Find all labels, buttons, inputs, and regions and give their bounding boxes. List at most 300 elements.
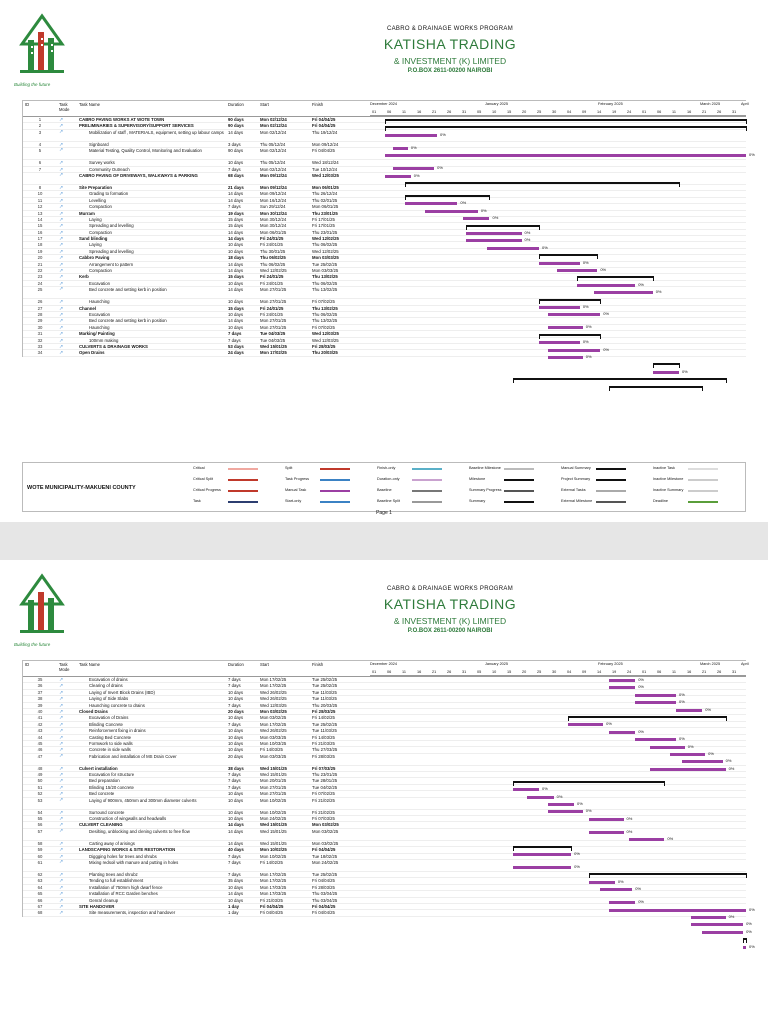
timescale-month: April [741, 102, 749, 106]
percent-complete-label: 0% [728, 765, 735, 771]
task-duration: 24 days [228, 350, 244, 356]
task-duration: 10 days [228, 696, 244, 702]
task-name: Marking/ Painting [79, 331, 115, 337]
task-id: 25 [37, 287, 43, 293]
summary-bar-cap [726, 378, 727, 383]
task-mode-icon: ↗ [59, 255, 64, 262]
task-id: 23 [37, 274, 43, 280]
task-mode-icon: ↗ [59, 677, 64, 683]
timescale-day: 04 [567, 670, 572, 674]
task-id: 59 [37, 847, 43, 853]
task-duration: 7 days [228, 677, 241, 682]
task-finish: Fri 21/02/25 [312, 809, 335, 815]
task-name: Excavation [89, 280, 111, 286]
col-mode: Task Mode [59, 662, 70, 672]
task-bar [589, 831, 624, 834]
task-finish: Thu 20/03/25 [312, 702, 338, 708]
task-start: Thu 30/01/25 [260, 248, 286, 254]
task-name: Material Testing, Quality Control, Monitoring and Evaluation [89, 148, 202, 154]
task-mode-icon: ↗ [59, 827, 64, 834]
task-name: Culvert installation [79, 765, 118, 771]
task-duration: 7 days [228, 166, 241, 172]
task-id: 27 [37, 305, 43, 311]
timescale-day: 16 [417, 110, 422, 114]
task-bar [629, 838, 664, 841]
legend-item: Critical Split [193, 477, 214, 481]
timescale-day: 31 [732, 110, 737, 114]
task-finish: Tue 25/02/25 [312, 677, 338, 682]
task-id: 5 [38, 148, 42, 154]
task-mode-icon: ↗ [59, 809, 64, 816]
timescale-day: 09 [582, 670, 587, 674]
percent-complete-label: 0% [413, 172, 420, 178]
task-finish: Fri 07/02/25 [312, 299, 335, 305]
task-bar [393, 147, 408, 150]
timescale [370, 660, 749, 676]
task-name: Grading to formation [89, 191, 129, 197]
task-name: CULVERTS & DRAINAGE WORKS [79, 343, 148, 349]
timescale-day: 31 [732, 670, 737, 674]
task-duration: 18 days [228, 255, 244, 261]
task-bar [670, 753, 705, 756]
task-name: Laying [89, 216, 102, 222]
summary-bar-cap [513, 846, 514, 851]
task-duration: 10 days [228, 242, 244, 248]
task-duration: 7 days [228, 853, 241, 859]
timescale-day: 21 [432, 110, 437, 114]
percent-complete-label: 0% [728, 914, 735, 919]
task-duration: 14 days [228, 229, 244, 235]
task-name: Bed preparation [89, 778, 120, 784]
percent-complete-label: 0% [585, 324, 592, 330]
task-finish: Mon 03/02/25 [312, 822, 339, 828]
task-bar [635, 701, 676, 704]
legend-item: Critical [193, 466, 205, 470]
task-name: Genral cleanup [89, 897, 119, 903]
task-duration: 10 days [228, 740, 244, 746]
summary-bar-cap [702, 386, 703, 391]
task-start: Tue 04/03/25 [260, 337, 286, 343]
task-name: Installation of RCC Garden benches [89, 891, 158, 897]
task-duration: 7 days [228, 702, 241, 708]
task-mode-icon: ↗ [59, 331, 64, 338]
task-rows [23, 117, 746, 357]
task-id: 34 [37, 350, 43, 356]
legend-item: Duration-only [377, 477, 400, 481]
percent-complete-label: 0% [638, 281, 644, 287]
task-start: Mon 17/02/25 [260, 878, 287, 884]
task-id: 30 [37, 324, 43, 330]
task-start: Wed 12/02/25 [260, 268, 287, 274]
task-duration: 7 days [228, 784, 241, 790]
table-row [23, 350, 746, 356]
task-finish: Thu 26/12/24 [312, 191, 338, 197]
task-start: Mon 02/12/24 [260, 123, 287, 129]
task-name: Excavation [89, 311, 111, 317]
task-finish: Thu 20/03/25 [312, 350, 338, 356]
summary-bar-cap [600, 299, 601, 304]
task-finish: Thu 27/03/25 [312, 747, 338, 753]
percent-complete-label: 0% [480, 207, 487, 213]
task-id: 43 [37, 728, 43, 734]
timescale-day: 25 [537, 110, 542, 114]
task-finish: Tue 04/02/25 [312, 784, 338, 790]
task-mode-icon: ↗ [59, 871, 64, 878]
timescale-day: 24 [627, 670, 632, 674]
task-id: 36 [37, 683, 43, 689]
task-bar [577, 284, 635, 287]
task-id: 47 [37, 753, 43, 759]
task-id: 29 [37, 318, 43, 324]
task-duration: 10 days [228, 747, 244, 753]
task-finish: Fri 17/01/25 [312, 216, 335, 222]
summary-bar [653, 363, 679, 365]
task-mode-icon: ↗ [59, 715, 64, 722]
task-finish: Fri 28/03/25 [312, 343, 336, 349]
task-name: SITE HANDOVER [79, 903, 115, 909]
percent-complete-label: 0% [638, 684, 644, 690]
legend-swatch [504, 479, 534, 481]
task-name: Bed concrete and setting kerb in position [89, 287, 167, 293]
task-bar [548, 803, 574, 806]
task-name: Mobilization of staff , MATERIALS, equipment, setting up labour camps [89, 129, 224, 135]
timescale-month: December 2024 [370, 662, 398, 666]
task-duration: 14 days [228, 197, 244, 203]
task-finish: Mon 06/01/25 [312, 204, 339, 210]
percent-complete-label: 0% [600, 267, 607, 272]
percent-complete-label: 0% [705, 706, 712, 712]
task-mode-icon: ↗ [59, 721, 64, 728]
task-name: Signboard [89, 141, 109, 147]
legend-swatch [412, 468, 442, 470]
task-bar [548, 349, 600, 352]
task-start: Thu 06/02/25 [260, 255, 286, 261]
legend-swatch [412, 479, 442, 481]
timescale-day: 26 [447, 110, 452, 114]
legend-item: Inactive Milestone [653, 477, 684, 481]
task-bar [548, 313, 600, 316]
task-id: 62 [37, 871, 43, 877]
col-finish: Finish [312, 102, 324, 107]
task-start: Mon 10/02/25 [260, 809, 287, 815]
timescale-day: 06 [387, 670, 392, 674]
task-start: Mon 03/02/25 [260, 708, 287, 714]
task-finish: Thu 03/04/25 [312, 891, 338, 897]
legend-item: Split [285, 466, 293, 470]
task-duration: 10 days [228, 897, 244, 903]
legend-item: Baseline Milestone [469, 466, 501, 470]
task-id: 24 [37, 280, 43, 286]
task-name: Blinding Concrete [89, 721, 123, 727]
task-start: Mon 30/12/24 [260, 216, 287, 222]
task-duration: 15 days [228, 274, 244, 280]
task-start: Mon 10/02/25 [260, 853, 287, 859]
task-name: Bed concrete and setting kerb in position [89, 318, 167, 324]
summary-bar-cap [405, 195, 406, 200]
task-finish: Tue 25/02/25 [312, 721, 338, 727]
legend-item: Start-only [285, 499, 302, 503]
timescale-day: 24 [627, 110, 632, 114]
task-id: 35 [37, 677, 43, 682]
task-name: Desilting, unblocking and clening culverts to free flow [89, 828, 190, 834]
company-name-line2: & INVESTMENT (K) LIMITED [393, 616, 507, 626]
task-id: 38 [37, 696, 43, 702]
task-mode-icon: ↗ [59, 311, 64, 318]
task-start: Fri 14/03/25 [260, 747, 283, 753]
task-duration: 7 days [228, 721, 241, 727]
legend-swatch [688, 468, 718, 470]
percent-complete-label: 0% [679, 736, 685, 742]
gantt-page-2 [0, 560, 768, 1024]
task-mode-icon: ↗ [59, 772, 64, 779]
summary-bar-cap [679, 363, 680, 368]
task-finish: Tue 25/02/25 [312, 261, 338, 267]
task-mode-icon: ↗ [59, 897, 64, 904]
summary-bar [513, 378, 726, 380]
task-name: Clearing of drains [89, 683, 123, 689]
legend-swatch [596, 490, 626, 492]
task-id: 6 [38, 160, 42, 166]
task-duration: 14 days [228, 318, 244, 324]
timescale-day: 04 [567, 110, 572, 114]
task-start: Mon 27/01/25 [260, 791, 287, 797]
timescale-day: 26 [447, 670, 452, 674]
task-duration: 10 days [228, 280, 244, 286]
task-start: Fri 04/04/25 [260, 903, 284, 909]
timescale-day: 01 [642, 110, 647, 114]
timescale-month: January 2025 [485, 662, 509, 666]
task-duration: 7 days [228, 331, 242, 337]
task-start: Mon 10/03/25 [260, 740, 287, 746]
summary-bar-cap [568, 716, 569, 721]
task-duration: 14 days [228, 822, 244, 828]
percent-complete-label: 0% [542, 244, 548, 250]
task-name: Channel [79, 305, 96, 311]
task-start: Mon 27/01/25 [260, 287, 287, 293]
task-bar [589, 881, 615, 884]
legend-swatch [688, 501, 718, 503]
task-finish: Thu 13/02/25 [312, 318, 338, 324]
task-id: 48 [37, 765, 43, 771]
percent-complete-label: 0% [440, 131, 446, 137]
legend-item: Task Progress [285, 477, 310, 481]
task-duration: 14 days [228, 236, 244, 242]
task-bar [682, 760, 723, 763]
company-name-line2: & INVESTMENT (K) LIMITED [393, 56, 507, 66]
percent-complete-label: 0% [748, 152, 755, 158]
summary-bar-cap [385, 119, 386, 124]
task-finish: Wed 18/12/24 [312, 160, 339, 166]
timescale-day: 11 [672, 670, 676, 674]
task-duration: 1 day [228, 903, 239, 909]
task-name: Haunching [89, 299, 110, 305]
timescale-day: 31 [462, 670, 467, 674]
percent-complete-label: 0% [679, 699, 685, 705]
task-name: Diggging holes for trees and shrubs [89, 853, 157, 859]
task-mode-icon: ↗ [59, 204, 64, 211]
legend-swatch [504, 501, 534, 503]
summary-bar-cap [513, 781, 514, 786]
task-finish: Tue 11/03/25 [312, 689, 337, 695]
percent-complete-label: 0% [437, 165, 443, 171]
task-table [22, 660, 746, 917]
task-duration: 1 day [228, 910, 239, 916]
task-duration: 90 days [228, 117, 244, 122]
task-id: 65 [37, 891, 43, 897]
percent-complete-label: 0% [708, 751, 714, 756]
legend-item: Deadline [653, 499, 668, 503]
summary-bar-cap [539, 334, 540, 339]
task-start: Wed 15/01/25 [260, 822, 287, 828]
task-mode-icon: ↗ [59, 318, 64, 325]
task-id: 64 [37, 884, 43, 890]
legend-swatch [688, 479, 718, 481]
task-start: Mon 17/02/25 [260, 677, 287, 682]
task-id: 22 [37, 268, 43, 274]
task-start: Mon 27/01/25 [260, 299, 287, 305]
task-name: Carting away of arisings [89, 840, 135, 846]
task-name: Compaction [89, 229, 112, 235]
task-name: Open Drains [79, 350, 105, 356]
task-id: 1 [38, 117, 42, 122]
task-name: Spreading and levelling [89, 223, 134, 229]
task-finish: Thu 13/02/25 [312, 287, 338, 293]
percent-complete-label: 0% [582, 304, 589, 309]
task-bar [594, 291, 652, 294]
task-duration: 10 days [228, 299, 244, 305]
summary-bar-cap [513, 378, 514, 383]
task-mode-icon: ↗ [59, 708, 64, 715]
task-name: CABRO PAVING OF DRIVEWAYS, WALKWAYS & PARKING [79, 172, 198, 178]
legend-swatch [228, 468, 258, 470]
summary-bar-cap [746, 938, 747, 943]
percent-complete-label: 0% [606, 721, 612, 727]
task-start: Mon 09/12/24 [260, 191, 287, 197]
task-bar [385, 134, 437, 137]
task-name: LANDSCAPING WORKS & SITE RESTORATION [79, 847, 176, 853]
summary-bar-cap [539, 225, 540, 230]
legend-swatch [228, 501, 258, 503]
legend-swatch [596, 468, 626, 470]
task-mode-icon: ↗ [59, 236, 64, 243]
task-start: Mon 02/12/24 [260, 117, 287, 122]
task-name: Excavation of Drains [89, 715, 129, 721]
task-id: 2 [38, 123, 42, 129]
table-row [23, 754, 746, 766]
task-id: 63 [37, 878, 43, 884]
task-finish: Fri 07/03/25 [312, 765, 336, 771]
task-start: Mon 30/12/24 [260, 223, 287, 229]
legend-item: External Tasks [561, 488, 586, 492]
task-finish: Wed 12/02/25 [312, 236, 339, 242]
task-name: Kerb [79, 274, 89, 280]
percent-complete-label: 0% [748, 943, 755, 949]
task-name: Site measurements, inspection and handover [89, 910, 176, 916]
task-finish: Wed 12/03/25 [312, 172, 339, 178]
task-finish: Tue 10/12/24 [312, 166, 338, 172]
task-finish: Thu 23/01/25 [312, 772, 338, 778]
task-finish: Fri 21/02/25 [312, 797, 335, 803]
task-bar [487, 247, 539, 250]
task-finish: Wed 12/03/25 [312, 331, 339, 337]
timescale-day: 06 [657, 670, 662, 674]
percent-complete-label: 0% [746, 928, 752, 934]
page-number: Page 1 [376, 510, 392, 516]
task-id: 61 [37, 859, 43, 865]
task-id: 11 [37, 197, 43, 203]
task-finish: Tue 25/02/25 [312, 683, 338, 689]
task-mode-icon: ↗ [59, 166, 64, 173]
percent-complete-label: 0% [746, 921, 752, 927]
task-name: Compaction [89, 268, 112, 274]
task-duration: 7 days [228, 772, 241, 778]
percent-complete-label: 0% [635, 886, 642, 892]
task-bar [609, 731, 635, 734]
task-id: 53 [37, 797, 43, 803]
task-finish: Mon 03/03/25 [312, 255, 339, 261]
task-start: Wed 26/02/25 [260, 696, 287, 702]
task-id: 40 [37, 708, 43, 714]
timescale-day: 16 [417, 670, 422, 674]
task-duration: 15 days [228, 216, 244, 222]
task-mode-icon: ↗ [59, 840, 64, 847]
task-finish: Tue 25/02/25 [312, 871, 338, 877]
task-name: 100mm making [89, 337, 119, 343]
task-duration: 7 days [228, 337, 241, 343]
timescale [370, 100, 749, 116]
task-id: 45 [37, 740, 43, 746]
task-start: Mon 30/12/24 [260, 210, 287, 216]
summary-bar [609, 386, 702, 388]
company-name: KATISHA TRADING [383, 36, 517, 52]
summary-bar-cap [679, 182, 680, 187]
percent-complete-label: 0% [460, 200, 467, 206]
timescale-day: 10 [492, 110, 497, 114]
summary-bar-cap [743, 938, 744, 943]
task-duration: 20 days [228, 708, 244, 714]
legend-item: Inactive Task [653, 466, 675, 470]
timescale-day: 09 [582, 110, 587, 114]
task-id: 14 [37, 216, 43, 222]
task-name: Survey works [89, 160, 115, 166]
task-start: Mon 16/12/24 [260, 197, 287, 203]
task-duration: 10 days [228, 715, 244, 721]
task-mode-icon: ↗ [59, 689, 64, 696]
task-bar [635, 738, 676, 741]
percent-complete-label: 0% [638, 899, 644, 905]
task-mode-icon: ↗ [59, 822, 64, 829]
percent-complete-label: 0% [655, 289, 662, 295]
task-duration: 53 days [228, 343, 244, 349]
task-finish: Fri 17/01/25 [312, 223, 335, 229]
task-start: Mon 27/01/25 [260, 784, 287, 790]
task-start: Mon 17/03/25 [260, 891, 287, 897]
task-duration: 21 days [228, 184, 244, 190]
task-bar [609, 901, 635, 904]
task-finish: Tue 28/01/25 [312, 778, 338, 784]
percent-complete-label: 0% [410, 144, 417, 150]
task-rows [23, 677, 746, 917]
task-mode-icon: ↗ [59, 286, 64, 293]
task-finish: Mon 24/02/25 [312, 859, 339, 865]
legend-item: Baseline [377, 488, 392, 492]
task-name: Spreading and levelling [89, 248, 134, 254]
legend-item: Finish-only [377, 466, 396, 470]
timescale-day: 21 [432, 670, 437, 674]
task-finish: Thu 06/02/25 [312, 280, 338, 286]
percent-complete-label: 0% [603, 311, 610, 317]
task-start: Mon 27/01/25 [260, 324, 287, 330]
